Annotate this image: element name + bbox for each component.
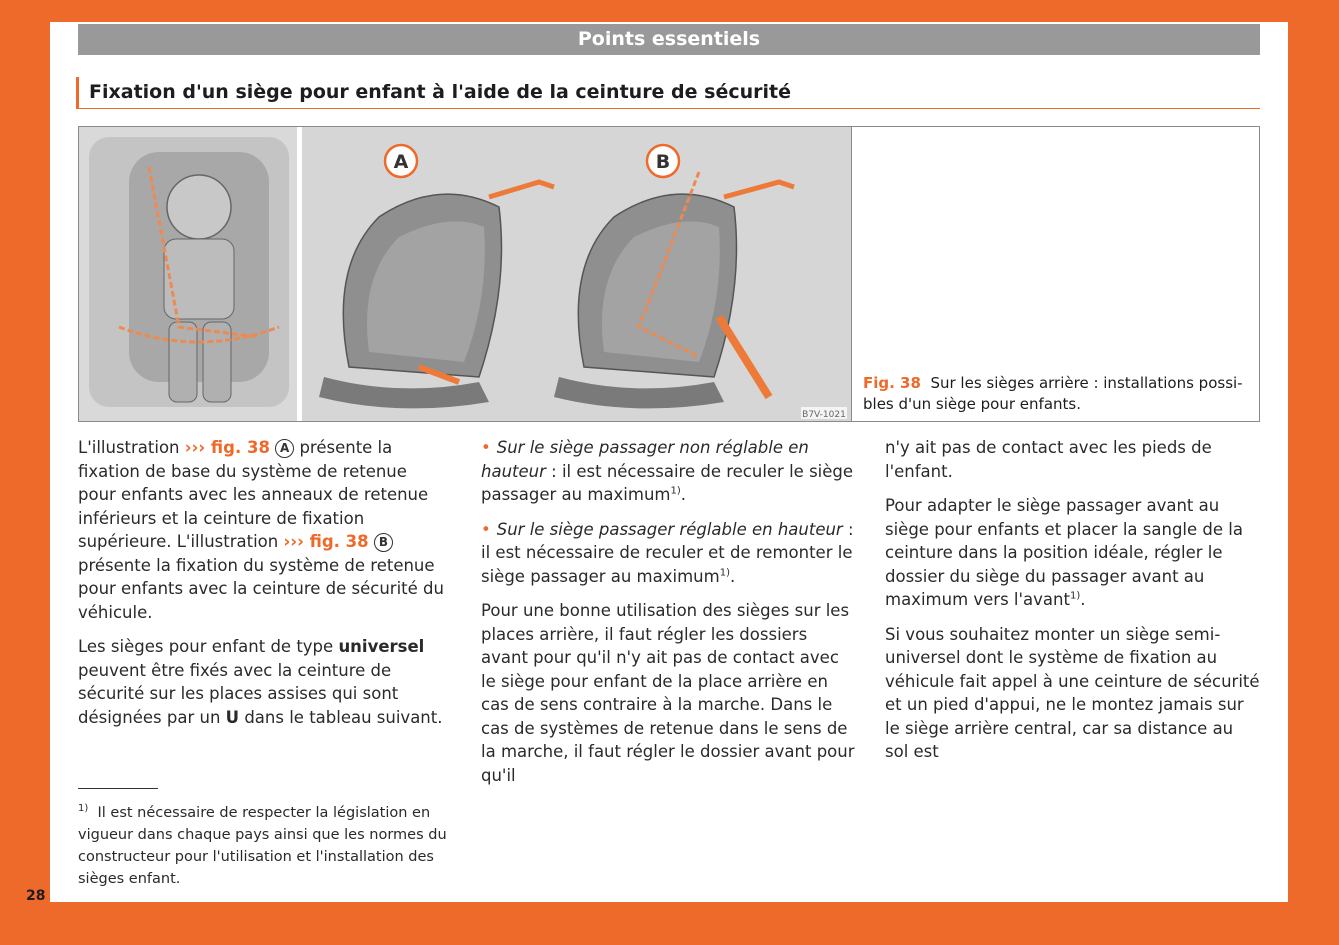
text: : il est nécessaire de reculer le siège passager au maximum (481, 461, 854, 504)
text: Les sièges pour enfant de type (78, 637, 334, 656)
bullet-icon: • (481, 438, 491, 457)
circled-b: B (374, 533, 393, 552)
paragraph (78, 436, 446, 624)
footnote-ref[interactable]: 1) (670, 485, 681, 497)
text-column-1 (78, 436, 446, 740)
paragraph: Si vous souhaitez monter un siège semi-universel dont le système de fixation au véhicule fait appel à une ceinture de sécurité et un pied d'appui, ne le montez jamais sur le siège arrière central, car sa distance au sol est (885, 624, 1260, 761)
footnote-text: Il est nécessaire de respecter la législation en vigueur dans chaque pays ainsi que les normes du constructeur pour l'utilisation et l'installation des sièges enfant. (78, 805, 447, 887)
italic-text: Sur le siège passager réglable en hauteur (496, 519, 843, 539)
italic-text: Sur le siège passager non réglable en hauteur (481, 438, 809, 481)
footnote (78, 802, 448, 890)
paragraph: Pour adapter le siège passager avant au siège pour enfants et placer la sangle de la ceinture dans la position idéale, régler le dossier du siège du passager avant au maximum vers l'avant$^{1)}$. (885, 496, 1243, 609)
figure-ref: Fig. 38 (863, 374, 921, 392)
bold-term: universel (338, 637, 425, 656)
section-title: Fixation d'un siège pour enfant à l'aide de la ceinture de sécurité (76, 77, 1260, 109)
fig-link[interactable]: ››› fig. 38 (283, 532, 369, 551)
footnote-ref[interactable]: 1) (1069, 590, 1081, 602)
paragraph: n'y ait pas de contact avec les pieds de l'enfant. (885, 438, 1212, 481)
text-column-2 (481, 436, 857, 798)
circled-a: A (275, 439, 294, 458)
figure-38 (78, 126, 1260, 422)
paragraph (78, 635, 446, 729)
text: peuvent être fixés avec la ceinture de sécurité sur les places assises qui sont désignées par un (78, 660, 399, 727)
text: : il est nécessaire de reculer et de remonter le siège passager au maximum (481, 519, 854, 586)
text: dans le tableau suivant. (244, 707, 443, 727)
figure-caption (863, 373, 1243, 415)
bullet-item: • Sur le siège passager réglable en hauteur : il est nécessaire de reculer et de remonter le siège passager au maximum$^{1)}$. (481, 519, 854, 586)
text: Pour adapter le siège passager avant au siège pour enfants et placer la sangle de la ceinture dans la position idéale, régler le dossier du siège du passager avant au maximum vers l'avant (885, 496, 1243, 609)
figure-code: B7V-1021 (802, 410, 846, 420)
text: présente la fixation de base du système de retenue pour enfants avec les anneaux de retenue inférieurs et la ceinture de fixation supérieure. L'illustration (78, 438, 429, 551)
manual-page (50, 22, 1288, 902)
caption-line-1: Sur les sièges arrière : installations possi- (930, 374, 1243, 392)
footnote-marker: 1) (78, 803, 89, 815)
label-a: A (393, 151, 409, 173)
bullet-icon: • (481, 519, 491, 539)
label-b: B (655, 151, 671, 173)
paragraph: Pour une bonne utilisation des sièges sur les places arrière, il faut régler les dossiers avant pour qu'il n'y ait pas de contact avec le siège pour enfant de la place arrière en cas de sens contraire à la marche. Dans le cas de systèmes de retenue dans le sens de la marche, il faut régler le dossier avant pour qu'il (481, 601, 855, 785)
footnote-ref[interactable]: 1) (719, 567, 730, 578)
child-seat-illustration (79, 127, 852, 421)
bold-term: U (225, 707, 240, 727)
page-number: 28 (26, 888, 46, 904)
footnote-divider (78, 788, 158, 789)
text-column-3 (885, 436, 1261, 775)
bullet-item: • Sur le siège passager non réglable en hauteur : il est nécessaire de reculer le siège passager au maximum$^{1)}$. (481, 438, 854, 504)
fig-link[interactable]: ››› fig. 38 (184, 438, 270, 457)
caption-line-2: bles d'un siège pour enfants. (863, 395, 1081, 413)
text: présente la fixation du système de retenue pour enfants avec la ceinture de sécurité du véhicule. (78, 555, 444, 622)
text: L'illustration (78, 438, 180, 457)
chapter-header: Points essentiels (78, 24, 1260, 55)
